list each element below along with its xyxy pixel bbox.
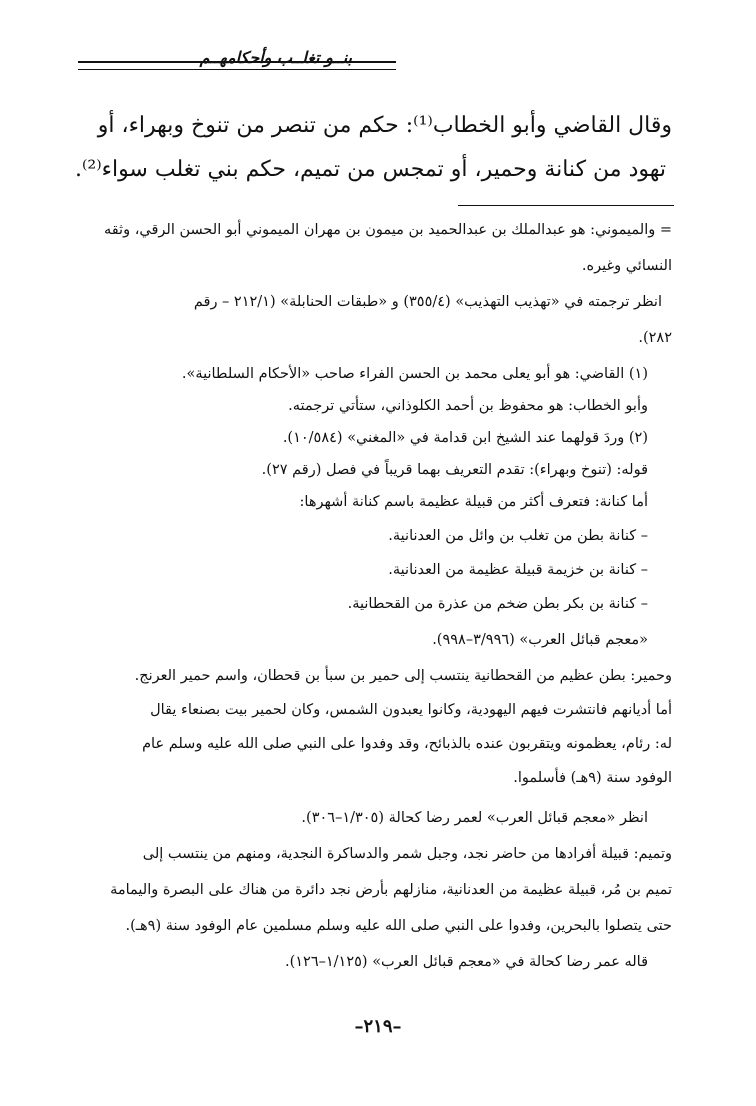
footnote-line: قاله عمر رضا كحالة في «معجم قبائل العرب» (١/١٢٥–١٢٦).	[284, 954, 648, 970]
footnote-line: الوفود سنة (٩هـ) فأسلموا.	[513, 770, 672, 786]
footnote-line: ٢٨٢).	[638, 330, 672, 346]
footnote-line: وحمير: بطن عظيم من القحطانية ينتسب إلى حمير بن سبأ بن قحطان، واسم حمير العرنج.	[134, 668, 672, 684]
footnote-line: انظر «معجم قبائل العرب» لعمر رضا كحالة (١/٣٠٥–٣٠٦).	[301, 810, 648, 826]
footnote-line: – كنانة بن بكر بطن ضخم من عذرة من القحطانية.	[347, 596, 648, 612]
footnote-line: قوله: (تنوخ وبهراء): تقدم التعريف بهما قريباً في فصل (رقم ٢٧).	[261, 462, 648, 478]
footnote-line: وتميم: قبيلة أفرادها من حاضر نجد، وجبل شمر والدساكرة النجدية، ومنهم من ينتسب إلى	[142, 846, 672, 862]
footnote-line: له: رئام، يعظمونه ويتقربون عنده بالذبائح، وقد وفدوا على النبي صلى الله عليه وسلم عام	[142, 736, 672, 752]
footnote-separator	[458, 205, 674, 206]
footnote-line: (٢) وردَ قولهما عند الشيخ ابن قدامة في «المغني» (١٠/٥٨٤).	[282, 430, 648, 446]
running-header-title: بنــو تغلــب وأحكامهــم	[199, 48, 352, 67]
main-text-line: تهود من كنانة وحمير، أو تمجس من تميم، حكم بني تغلب سواء⁽²⁾.	[74, 157, 666, 182]
footnote-line: (١) القاضي: هو أبو يعلى محمد بن الحسن الفراء صاحب «الأحكام السلطانية».	[181, 366, 648, 382]
footnote-line: أما كنانة: فتعرف أكثر من قبيلة عظيمة باسم كنانة أشهرها:	[299, 494, 648, 510]
page-number: –٢١٩–	[354, 1016, 402, 1037]
footnote-line: أما أديانهم فانتشرت فيهم اليهودية، وكانوا يعبدون الشمس، وكان لحمير بيت بصنعاء يقال	[150, 702, 672, 718]
footnote-line: – كنانة بن خزيمة قبيلة عظيمة من العدنانية.	[388, 562, 648, 578]
footnote-line: «معجم قبائل العرب» (٣/٩٩٦–٩٩٨).	[432, 632, 648, 648]
footnote-line: النسائي وغيره.	[581, 258, 672, 274]
footnote-line: – كنانة بطن من تغلب بن وائل من العدنانية.	[388, 528, 648, 544]
footnote-line: حتى يتصلوا بالبحرين، وفدوا على النبي صلى الله عليه وسلم مسلمين عام الوفود سنة (٩هـ).	[125, 918, 672, 934]
footnote-line: وأبو الخطاب: هو محفوظ بن أحمد الكلوذاني، ستأتي ترجمته.	[288, 398, 648, 414]
main-text	[74, 104, 672, 192]
header-rule	[78, 61, 396, 70]
main-text-line: وقال القاضي وأبو الخطاب⁽¹⁾: حكم من تنصر من تنوخ وبهراء، أو	[97, 113, 672, 138]
footnote-line: انظر ترجمته في «تهذيب التهذيب» (٣٥٥/٤) و «طبقات الحنابلة» (٢١٢/١ – رقم	[193, 294, 662, 310]
footnote-line: = والميموني: هو عبدالملك بن عبدالحميد بن ميمون بن مهران الميموني أبو الحسن الرقي، وثقه	[103, 222, 672, 238]
footnote-line: تميم بن مُر، قبيلة عظيمة من العدنانية، منازلهم بأرض نجد دائرة من هناك على البصرة واليمامة	[110, 882, 672, 898]
